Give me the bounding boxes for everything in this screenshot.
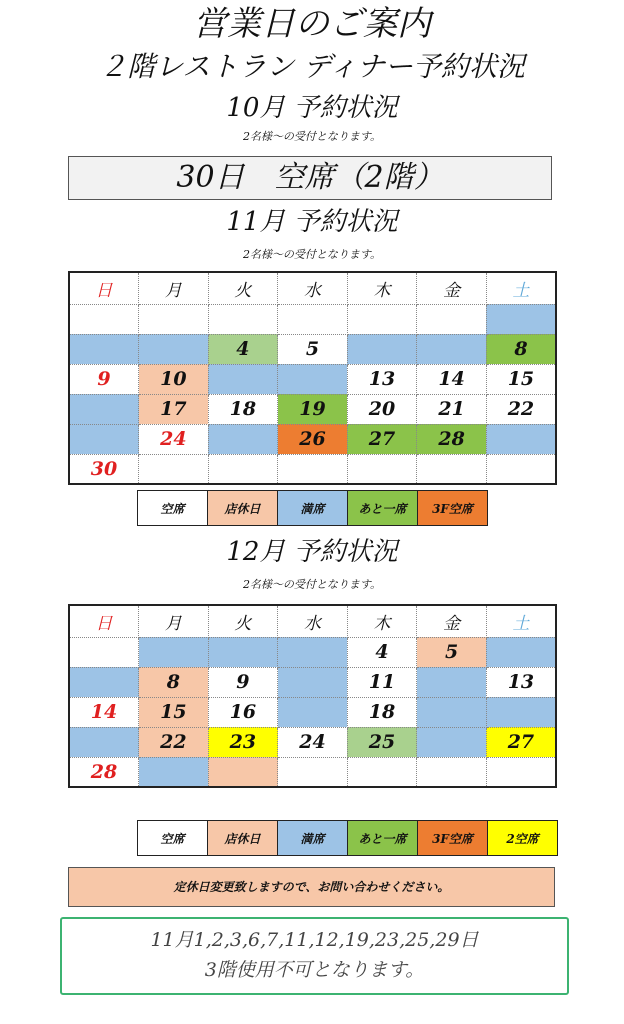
- legend-item: 店休日: [208, 491, 278, 526]
- calendar-week: [69, 424, 556, 454]
- calendar-day: [417, 667, 487, 697]
- weekday-header: 木: [347, 605, 417, 637]
- calendar-day: [278, 697, 348, 727]
- october-title: 10月 予約状況: [226, 93, 398, 123]
- legend-item: 満席: [278, 491, 348, 526]
- calendar-day: [278, 304, 348, 334]
- page-subtitle: ２階レストラン ディナー予約状況: [99, 50, 525, 83]
- calendar-day: 11: [347, 667, 417, 697]
- november-calendar: [68, 271, 557, 485]
- calendar-day: 28: [69, 757, 139, 787]
- calendar-day: [486, 757, 556, 787]
- calendar-day: 17: [139, 394, 209, 424]
- weekday-header: 土: [486, 605, 556, 637]
- legend-item: 満席: [278, 821, 348, 856]
- calendar-day: [278, 364, 348, 394]
- weekday-header: 木: [347, 272, 417, 304]
- calendar-day: [69, 304, 139, 334]
- calendar-day: [417, 727, 487, 757]
- calendar-day: 28: [417, 424, 487, 454]
- calendar-week: [69, 334, 556, 364]
- calendar-day: 9: [69, 364, 139, 394]
- december-title: 12月 予約状況: [226, 537, 398, 567]
- calendar-day: 30: [69, 454, 139, 484]
- calendar-day: 24: [278, 727, 348, 757]
- calendar-day: 21: [417, 394, 487, 424]
- calendar-day: [69, 667, 139, 697]
- weekday-header: 火: [208, 605, 278, 637]
- weekday-header: 月: [139, 272, 209, 304]
- calendar-day: [417, 454, 487, 484]
- calendar-week: [69, 454, 556, 484]
- december-note: 2名様～の受付となります。: [242, 578, 382, 591]
- calendar-day: [139, 334, 209, 364]
- calendar-day: [347, 334, 417, 364]
- november-title: 11月 予約状況: [226, 207, 398, 237]
- calendar-week: [69, 667, 556, 697]
- calendar-day: 5: [278, 334, 348, 364]
- calendar-week: [69, 757, 556, 787]
- calendar-day: 18: [208, 394, 278, 424]
- calendar-day: 8: [486, 334, 556, 364]
- calendar-day: 4: [347, 637, 417, 667]
- october-banner: 30日 空席（2階）: [68, 156, 552, 200]
- calendar-day: [278, 757, 348, 787]
- legend-item: 2空席: [488, 821, 558, 856]
- legend-item: 空席: [138, 821, 208, 856]
- calendar-day: 25: [347, 727, 417, 757]
- calendar-day: [347, 757, 417, 787]
- calendar-day: [69, 727, 139, 757]
- calendar-day: 23: [208, 727, 278, 757]
- calendar-day: 14: [69, 697, 139, 727]
- calendar-day: [278, 454, 348, 484]
- calendar-day: [417, 757, 487, 787]
- october-note: 2名様～の受付となります。: [242, 130, 382, 143]
- calendar-day: 15: [486, 364, 556, 394]
- calendar-day: [69, 394, 139, 424]
- calendar-day: [278, 637, 348, 667]
- calendar-day: [208, 424, 278, 454]
- weekday-header: 金: [417, 605, 487, 637]
- december-legend: [137, 820, 558, 856]
- weekday-header: 水: [278, 272, 348, 304]
- calendar-day: [417, 304, 487, 334]
- calendar-week: [69, 637, 556, 667]
- calendar-week: [69, 364, 556, 394]
- weekday-header: 火: [208, 272, 278, 304]
- calendar-day: 4: [208, 334, 278, 364]
- calendar-day: 16: [208, 697, 278, 727]
- calendar-day: 9: [208, 667, 278, 697]
- calendar-day: [278, 667, 348, 697]
- calendar-day: 15: [139, 697, 209, 727]
- legend-item: あと一席: [348, 821, 418, 856]
- calendar-day: 24: [139, 424, 209, 454]
- calendar-day: [347, 454, 417, 484]
- calendar-day: 22: [139, 727, 209, 757]
- calendar-day: 27: [347, 424, 417, 454]
- legend-item: 店休日: [208, 821, 278, 856]
- weekday-header: 日: [69, 605, 139, 637]
- holiday-change-notice: 定休日変更致しますので、お問い合わせください。: [68, 867, 555, 907]
- calendar-day: [69, 424, 139, 454]
- calendar-day: 27: [486, 727, 556, 757]
- calendar-day: 14: [417, 364, 487, 394]
- weekday-header: 金: [417, 272, 487, 304]
- calendar-week: [69, 727, 556, 757]
- calendar-day: [139, 637, 209, 667]
- legend-item: 空席: [138, 491, 208, 526]
- calendar-day: 13: [347, 364, 417, 394]
- november-note: 2名様～の受付となります。: [242, 248, 382, 261]
- calendar-day: [486, 637, 556, 667]
- weekday-header: 日: [69, 272, 139, 304]
- calendar-week: [69, 394, 556, 424]
- calendar-day: [208, 364, 278, 394]
- weekday-header: 土: [486, 272, 556, 304]
- calendar-day: 22: [486, 394, 556, 424]
- calendar-day: 19: [278, 394, 348, 424]
- calendar-day: 8: [139, 667, 209, 697]
- calendar-day: [139, 304, 209, 334]
- calendar-day: [208, 304, 278, 334]
- calendar-day: 13: [486, 667, 556, 697]
- calendar-day: [208, 637, 278, 667]
- third-floor-message: 3階使用不可となります。: [204, 959, 425, 981]
- calendar-day: [486, 424, 556, 454]
- calendar-day: [139, 757, 209, 787]
- legend-item: 3F空席: [418, 491, 488, 526]
- calendar-day: [417, 697, 487, 727]
- calendar-week: [69, 697, 556, 727]
- calendar-day: [69, 637, 139, 667]
- calendar-week: [69, 304, 556, 334]
- page-title: 営業日のご案内: [193, 4, 431, 44]
- calendar-day: [139, 454, 209, 484]
- calendar-day: [69, 334, 139, 364]
- calendar-day: 26: [278, 424, 348, 454]
- legend-item: あと一席: [348, 491, 418, 526]
- november-legend: [137, 490, 488, 526]
- calendar-day: 20: [347, 394, 417, 424]
- calendar-day: [486, 697, 556, 727]
- weekday-header: 水: [278, 605, 348, 637]
- weekday-header: 月: [139, 605, 209, 637]
- december-calendar: [68, 604, 557, 788]
- third-floor-notice: [60, 917, 569, 995]
- calendar-day: [486, 454, 556, 484]
- legend-item: 3F空席: [418, 821, 488, 856]
- calendar-day: [347, 304, 417, 334]
- calendar-day: [417, 334, 487, 364]
- calendar-day: 5: [417, 637, 487, 667]
- calendar-day: [208, 757, 278, 787]
- calendar-day: [486, 304, 556, 334]
- calendar-day: 18: [347, 697, 417, 727]
- calendar-day: [208, 454, 278, 484]
- calendar-day: 10: [139, 364, 209, 394]
- third-floor-dates: 11月1,2,3,6,7,11,12,19,23,25,29日: [150, 929, 479, 951]
